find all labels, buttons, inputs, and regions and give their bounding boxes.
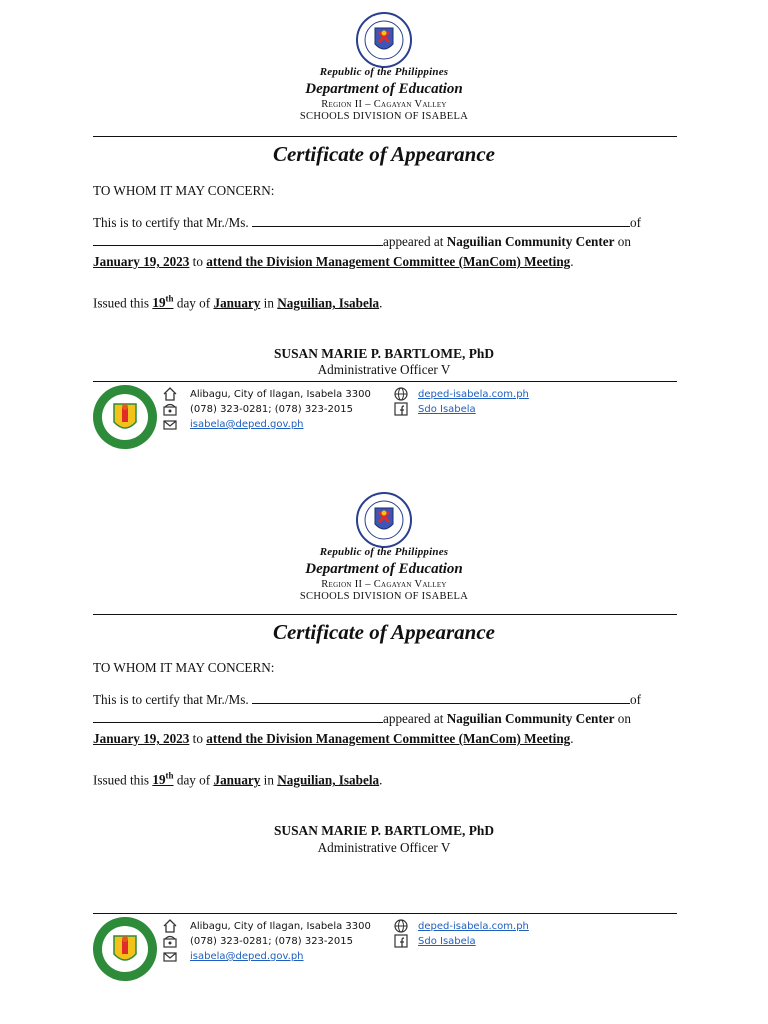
day-of-label: day of: [176, 295, 211, 311]
footer-address: Alibagu, City of Ilagan, Isabela 3300: [190, 921, 371, 932]
issued-line: [93, 290, 675, 312]
footer-phone: (078) 323-0281; (078) 323-2015: [190, 404, 353, 415]
event-date: January 19, 2023: [93, 254, 190, 269]
signer-name: SUSAN MARIE P. BARTLOME, PhD: [273, 823, 494, 838]
republic-line: Republic of the Philippines: [319, 546, 449, 558]
division-line: SCHOOLS DIVISION OF ISABELA: [299, 591, 469, 602]
sdo-isabela-logo-icon: [92, 916, 158, 982]
issued-month: January: [213, 772, 261, 788]
globe-icon: [394, 919, 408, 933]
issued-day: [152, 295, 173, 310]
footer-address: Alibagu, City of Ilagan, Isabela 3300: [190, 389, 371, 400]
home-icon: [163, 387, 177, 401]
certificate-1: [0, 0, 768, 470]
footer: [0, 914, 768, 994]
certify-prefix: This is to certify that Mr./Ms.: [93, 692, 249, 707]
period: .: [570, 254, 574, 269]
region-line: Region II – Cagayan Valley: [321, 579, 447, 590]
envelope-icon: [163, 950, 177, 964]
footer-facebook-link[interactable]: Sdo Isabela: [418, 404, 476, 415]
footer-facebook-link[interactable]: Sdo Isabela: [418, 936, 476, 947]
footer: [0, 382, 768, 462]
period: .: [379, 772, 383, 788]
header-divider: [93, 136, 677, 137]
sdo-isabela-logo-icon: [92, 384, 158, 450]
footer-website-link[interactable]: deped-isabela.com.ph: [418, 921, 529, 932]
on-label: on: [617, 234, 631, 249]
appeared-at-label: appeared at: [383, 711, 444, 726]
phone-icon: [163, 402, 177, 416]
date-purpose-line: [93, 729, 675, 748]
certify-line: [93, 690, 675, 709]
header-divider: [93, 614, 677, 615]
day-of-label: day of: [176, 772, 211, 788]
facebook-icon: [394, 402, 408, 416]
venue: Naguilian Community Center: [446, 234, 615, 249]
of-label: of: [629, 692, 641, 707]
certify-prefix: This is to certify that Mr./Ms.: [93, 215, 249, 230]
to-label: to: [192, 254, 203, 269]
signer-name: SUSAN MARIE P. BARTLOME, PhD: [273, 346, 494, 361]
issued-prefix: Issued this: [93, 295, 150, 311]
issued-line: [93, 767, 675, 789]
day-number: 19: [152, 295, 166, 311]
in-label: in: [263, 772, 274, 788]
salutation: TO WHOM IT MAY CONCERN:: [93, 183, 275, 198]
period: .: [570, 731, 574, 746]
region-line: Region II – Cagayan Valley: [321, 99, 447, 110]
facebook-icon: [394, 934, 408, 948]
envelope-icon: [163, 418, 177, 432]
footer-email-link[interactable]: isabela@deped.gov.ph: [190, 419, 304, 430]
division-line: SCHOOLS DIVISION OF ISABELA: [299, 111, 469, 122]
phone-icon: [163, 934, 177, 948]
event-purpose: attend the Division Management Committee (ManCom) Meeting: [206, 254, 571, 269]
name-blank: [252, 691, 630, 704]
day-suffix: th: [165, 771, 174, 781]
to-label: to: [192, 731, 203, 746]
event-purpose: attend the Division Management Committee (ManCom) Meeting: [206, 731, 571, 746]
name-blank: [252, 214, 630, 227]
deped-seal-icon: [356, 12, 412, 68]
salutation: TO WHOM IT MAY CONCERN:: [93, 660, 275, 675]
footer-website-link[interactable]: deped-isabela.com.ph: [418, 389, 529, 400]
certify-line: [93, 213, 675, 232]
event-date: January 19, 2023: [93, 731, 190, 746]
appeared-at-label: appeared at: [383, 234, 444, 249]
school-blank: [93, 710, 383, 723]
department-name: Department of Education: [305, 561, 463, 577]
issued-day: [152, 772, 173, 787]
republic-line: Republic of the Philippines: [319, 66, 449, 78]
day-number: 19: [152, 772, 166, 788]
on-label: on: [617, 711, 631, 726]
issued-month: January: [213, 295, 261, 311]
home-icon: [163, 919, 177, 933]
date-purpose-line: [93, 252, 675, 271]
certificate-title: Certificate of Appearance: [272, 142, 495, 166]
issued-place: Naguilian, Isabela: [277, 772, 380, 788]
issued-prefix: Issued this: [93, 772, 150, 788]
footer-phone: (078) 323-0281; (078) 323-2015: [190, 936, 353, 947]
day-suffix: th: [165, 294, 174, 304]
signer-position: Administrative Officer V: [317, 840, 451, 855]
issued-place: Naguilian, Isabela: [277, 295, 380, 311]
certificate-title: Certificate of Appearance: [272, 620, 495, 644]
globe-icon: [394, 387, 408, 401]
of-label: of: [629, 215, 641, 230]
signer-position: Administrative Officer V: [317, 362, 451, 377]
footer-email-link[interactable]: isabela@deped.gov.ph: [190, 951, 304, 962]
venue: Naguilian Community Center: [446, 711, 615, 726]
venue-line: [93, 709, 675, 728]
venue-line: [93, 232, 675, 251]
period: .: [379, 295, 383, 311]
certificate-2: [0, 480, 768, 962]
department-name: Department of Education: [305, 81, 463, 97]
school-blank: [93, 233, 383, 246]
deped-seal-icon: [356, 492, 412, 548]
in-label: in: [263, 295, 274, 311]
